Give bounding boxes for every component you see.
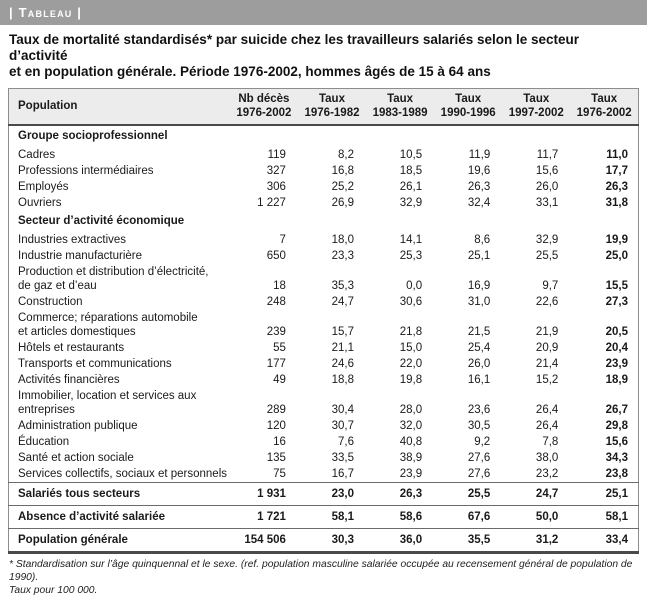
column-header-sublabel: 1976-2002 <box>236 107 292 119</box>
cell-value: 15,5 <box>605 280 628 292</box>
cell-value: 20,5 <box>605 326 628 338</box>
column-header-taux-1997-2002 <box>502 89 570 126</box>
cell-value: 25,3 <box>399 250 423 262</box>
row-label-line: Transports et communications <box>18 358 172 370</box>
cell-value: 26,3 <box>366 483 434 506</box>
cell-value: 31,2 <box>502 529 570 553</box>
row-label <box>9 388 230 418</box>
row-label <box>9 195 230 211</box>
column-header-sublabel: 1990-1996 <box>440 107 496 119</box>
table-row <box>9 466 639 483</box>
cell-value: 35,3 <box>331 280 355 292</box>
mortality-table <box>8 88 639 554</box>
cell-value: 32,9 <box>535 234 559 246</box>
cell-value: 20,4 <box>605 342 628 354</box>
cell-value: 17,7 <box>605 165 628 177</box>
cell-value: 33,1 <box>535 197 559 209</box>
cell-value: 29,8 <box>605 420 628 432</box>
cell-value: 21,4 <box>535 358 559 370</box>
cell-value: 327 <box>266 165 286 177</box>
row-label <box>9 483 230 506</box>
cell-value: 26,3 <box>605 181 628 193</box>
cell-value: 19,6 <box>467 165 491 177</box>
table-row <box>9 506 639 529</box>
cell-value: 18,5 <box>399 165 423 177</box>
cell-value: 25,4 <box>467 342 491 354</box>
row-label <box>9 434 230 450</box>
cell-value: 15,0 <box>399 342 423 354</box>
cell-value: 23,6 <box>467 404 491 416</box>
table-row <box>9 340 639 356</box>
cell-value: 31,8 <box>605 197 628 209</box>
column-header-nb-deces <box>230 89 298 126</box>
cell-value: 15,6 <box>605 436 628 448</box>
column-header-taux-1990-1996 <box>434 89 502 126</box>
table-title-line1: Taux de mortalité standardisés* par suicide chez les travailleurs salariés selon le secteur d’activité <box>9 32 580 63</box>
cell-value: 67,6 <box>434 506 502 529</box>
cell-value: 30,7 <box>331 420 355 432</box>
header-row <box>9 89 639 126</box>
cell-value: 18 <box>273 280 286 292</box>
table-row <box>9 248 639 264</box>
row-label-line: Secteur d’activité économique <box>18 215 185 227</box>
column-header-label: Taux <box>591 93 618 105</box>
table-row <box>9 483 639 506</box>
row-label <box>9 294 230 310</box>
cell-value: 9,7 <box>542 280 559 292</box>
cell-value: 120 <box>266 420 286 432</box>
cell-value: 33,4 <box>570 529 638 553</box>
column-header-sublabel: 1983-1989 <box>372 107 428 119</box>
table-row <box>9 163 639 179</box>
cell-value: 30,5 <box>467 420 491 432</box>
table-row <box>9 418 639 434</box>
cell-value: 11,0 <box>606 149 628 161</box>
cell-value: 177 <box>266 358 286 370</box>
cell-value: 14,1 <box>399 234 423 246</box>
cell-value: 1 931 <box>230 483 298 506</box>
cell-value: 0,0 <box>406 280 423 292</box>
row-label-line: de gaz et d’eau <box>18 280 97 292</box>
cell-value: 9,2 <box>474 436 491 448</box>
cell-value: 27,6 <box>467 468 491 480</box>
table-header <box>9 89 639 126</box>
cell-value: 1 721 <box>230 506 298 529</box>
row-label <box>9 506 230 529</box>
footnote-line1: * Standardisation sur l’âge quinquennal et le sexe. (ref. population masculine salariée occupée au recensement général de population de 1990). <box>9 559 633 583</box>
cell-value: 31,0 <box>467 296 491 308</box>
cell-value: 16 <box>273 436 286 448</box>
row-label-line: Santé et action sociale <box>18 452 134 464</box>
cell-value: 32,4 <box>467 197 491 209</box>
row-label-line: Ouvriers <box>18 197 62 209</box>
row-label <box>9 529 230 553</box>
row-label-line: Activités financières <box>18 374 120 386</box>
cell-value: 19,9 <box>605 234 628 246</box>
row-label <box>9 211 639 230</box>
row-label <box>9 248 230 264</box>
table-row <box>9 310 639 340</box>
cell-value: 26,4 <box>535 420 559 432</box>
table-row <box>9 372 639 388</box>
cell-value: 25,0 <box>605 250 628 262</box>
cell-value: 30,3 <box>298 529 366 553</box>
cell-value: 1 227 <box>257 197 286 209</box>
cell-value: 38,0 <box>535 452 559 464</box>
row-label-line: Groupe socioprofessionnel <box>18 130 168 142</box>
row-label-line: Administration publique <box>18 420 138 432</box>
section-row <box>9 125 639 145</box>
row-label-line: et articles domestiques <box>18 326 136 338</box>
row-label <box>9 450 230 466</box>
table-row <box>9 356 639 372</box>
cell-value: 289 <box>266 404 286 416</box>
row-label-line: Production et distribution d’électricité, <box>18 266 209 278</box>
cell-value: 30,6 <box>399 296 423 308</box>
cell-value: 23,0 <box>298 483 366 506</box>
cell-value: 11,7 <box>536 149 559 161</box>
cell-value: 15,6 <box>535 165 559 177</box>
cell-value: 25,1 <box>467 250 491 262</box>
row-label <box>9 372 230 388</box>
cell-value: 306 <box>266 181 286 193</box>
cell-value: 19,8 <box>399 374 423 386</box>
row-label-line: Professions intermédiaires <box>18 165 154 177</box>
row-label-line: Industries extractives <box>18 234 127 246</box>
column-header-label: Taux <box>455 93 482 105</box>
cell-value: 27,6 <box>467 452 491 464</box>
cell-value: 21,5 <box>467 326 491 338</box>
cell-value: 8,2 <box>338 149 355 161</box>
cell-value: 22,6 <box>535 296 559 308</box>
cell-value: 49 <box>273 374 286 386</box>
cell-value: 239 <box>266 326 286 338</box>
row-label-line: Cadres <box>18 149 56 161</box>
table-title-line2: et en population générale. Période 1976-2002, hommes âgés de 15 à 64 ans <box>9 64 491 79</box>
table-row <box>9 529 639 553</box>
column-header-label: Taux <box>523 93 550 105</box>
cell-value: 58,1 <box>570 506 638 529</box>
row-label-line: Absence d’activité salariée <box>18 511 166 523</box>
cell-value: 650 <box>266 250 286 262</box>
cell-value: 18,8 <box>331 374 355 386</box>
table-row <box>9 434 639 450</box>
cell-value: 8,6 <box>474 234 491 246</box>
cell-value: 38,9 <box>399 452 423 464</box>
row-label-line: Commerce; réparations automobile <box>18 312 198 324</box>
cell-value: 21,9 <box>535 326 559 338</box>
column-header-label: Taux <box>387 93 414 105</box>
cell-value: 18,9 <box>605 374 628 386</box>
cell-value: 22,0 <box>399 358 423 370</box>
cell-value: 26,7 <box>605 404 628 416</box>
cell-value: 23,9 <box>605 358 628 370</box>
cell-value: 58,6 <box>366 506 434 529</box>
row-label <box>9 264 230 294</box>
cell-value: 18,0 <box>331 234 355 246</box>
cell-value: 16,7 <box>331 468 355 480</box>
cell-value: 26,1 <box>399 181 423 193</box>
cell-value: 21,8 <box>399 326 423 338</box>
cell-value: 28,0 <box>399 404 423 416</box>
row-label <box>9 230 230 248</box>
cell-value: 50,0 <box>502 506 570 529</box>
row-label <box>9 356 230 372</box>
cell-value: 32,0 <box>399 420 423 432</box>
column-header-taux-1976-1982 <box>298 89 366 126</box>
cell-value: 58,1 <box>298 506 366 529</box>
cell-value: 11,9 <box>468 149 491 161</box>
cell-value: 23,2 <box>535 468 559 480</box>
cell-value: 26,9 <box>331 197 355 209</box>
column-header-label: Population <box>18 100 78 112</box>
cell-value: 55 <box>273 342 286 354</box>
column-header-sublabel: 1976-2002 <box>576 107 632 119</box>
table-footnote <box>9 558 638 597</box>
cell-value: 15,2 <box>535 374 559 386</box>
column-header-label: Nb décès <box>238 93 290 105</box>
cell-value: 23,8 <box>605 468 628 480</box>
cell-value: 75 <box>273 468 286 480</box>
cell-value: 36,0 <box>366 529 434 553</box>
cell-value: 7,8 <box>542 436 559 448</box>
cell-value: 7,6 <box>338 436 355 448</box>
column-header-sublabel: 1976-1982 <box>304 107 360 119</box>
cell-value: 40,8 <box>399 436 423 448</box>
cell-value: 20,9 <box>535 342 559 354</box>
row-label <box>9 466 230 483</box>
table-row <box>9 179 639 195</box>
cell-value: 10,5 <box>399 149 423 161</box>
row-label <box>9 340 230 356</box>
row-label-line: Immobilier, location et services aux entreprises <box>18 390 197 416</box>
cell-value: 26,4 <box>535 404 559 416</box>
cell-value: 35,5 <box>434 529 502 553</box>
table-row <box>9 145 639 163</box>
row-label-line: Population générale <box>18 534 128 546</box>
footnote-line2: Taux pour 100 000. <box>9 585 98 596</box>
row-label-line: Employés <box>18 181 69 193</box>
table-row <box>9 230 639 248</box>
cell-value: 248 <box>266 296 286 308</box>
column-header-sublabel: 1997-2002 <box>508 107 564 119</box>
row-label <box>9 418 230 434</box>
cell-value: 24,7 <box>502 483 570 506</box>
cell-value: 24,6 <box>331 358 355 370</box>
table-row <box>9 450 639 466</box>
table-banner <box>0 0 647 25</box>
cell-value: 26,0 <box>535 181 559 193</box>
cell-value: 24,7 <box>331 296 355 308</box>
cell-value: 16,1 <box>467 374 491 386</box>
row-label <box>9 125 639 145</box>
cell-value: 25,5 <box>434 483 502 506</box>
table-row <box>9 195 639 211</box>
cell-value: 16,9 <box>467 280 491 292</box>
row-label <box>9 310 230 340</box>
row-label-line: Services collectifs, sociaux et personnels <box>18 468 228 480</box>
cell-value: 7 <box>279 234 286 246</box>
table-row <box>9 264 639 294</box>
cell-value: 30,4 <box>331 404 355 416</box>
cell-value: 25,1 <box>570 483 638 506</box>
cell-value: 25,2 <box>331 181 355 193</box>
column-header-taux-1976-2002 <box>570 89 638 126</box>
column-header-label: Taux <box>318 93 345 105</box>
cell-value: 32,9 <box>399 197 423 209</box>
cell-value: 135 <box>266 452 286 464</box>
row-label-line: Salariés tous secteurs <box>18 488 141 500</box>
cell-value: 27,3 <box>605 296 628 308</box>
cell-value: 23,3 <box>331 250 355 262</box>
cell-value: 26,3 <box>467 181 491 193</box>
row-label <box>9 163 230 179</box>
cell-value: 33,5 <box>331 452 355 464</box>
cell-value: 119 <box>267 149 286 161</box>
cell-value: 16,8 <box>331 165 355 177</box>
table-body <box>9 125 639 553</box>
row-label <box>9 145 230 163</box>
cell-value: 34,3 <box>605 452 628 464</box>
row-label <box>9 179 230 195</box>
cell-value: 15,7 <box>331 326 355 338</box>
row-label-line: Éducation <box>18 436 70 448</box>
column-header-taux-1983-1989 <box>366 89 434 126</box>
row-label-line: Construction <box>18 296 83 308</box>
column-header-population <box>9 89 230 126</box>
table-banner-label: | Tableau | <box>9 5 83 20</box>
section-row <box>9 211 639 230</box>
row-label-line: Industrie manufacturière <box>18 250 143 262</box>
table-row <box>9 294 639 310</box>
row-label-line: Hôtels et restaurants <box>18 342 125 354</box>
table-row <box>9 388 639 418</box>
cell-value: 23,9 <box>399 468 423 480</box>
cell-value: 25,5 <box>535 250 559 262</box>
cell-value: 26,0 <box>467 358 491 370</box>
cell-value: 21,1 <box>331 342 355 354</box>
cell-value: 154 506 <box>230 529 298 553</box>
table-title <box>9 32 638 80</box>
